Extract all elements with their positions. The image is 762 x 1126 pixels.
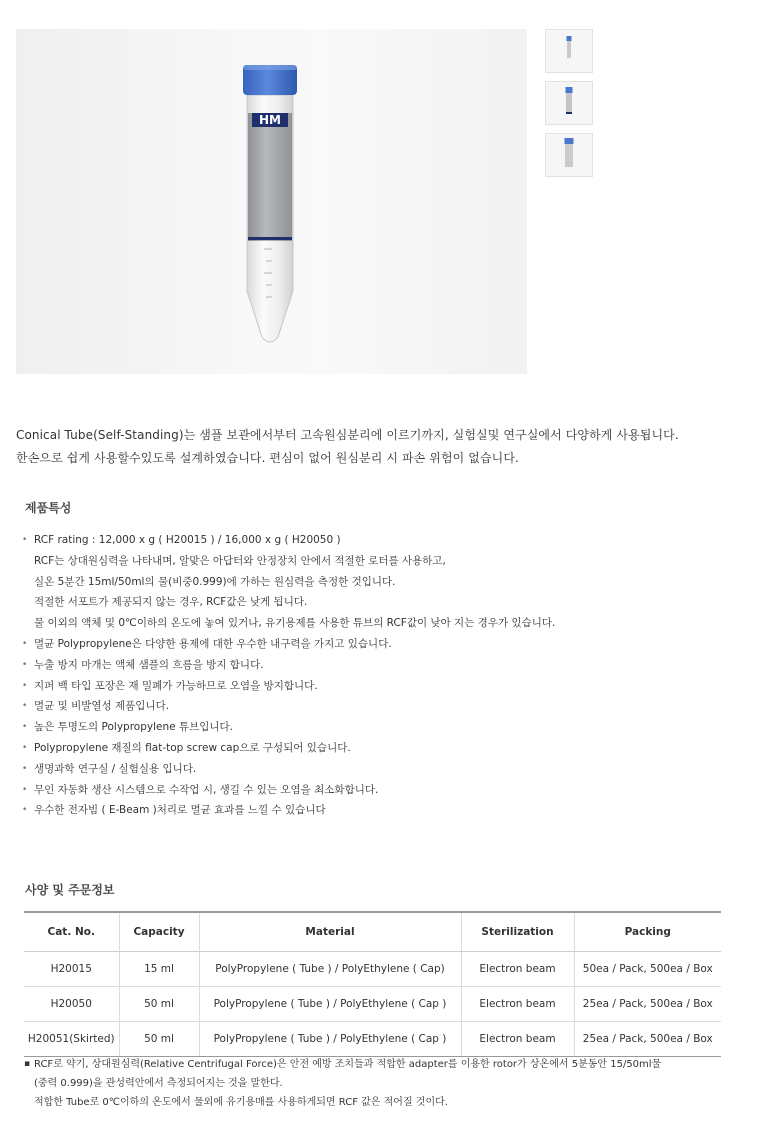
feature-item: 적절한 서포트가 제공되지 않는 경우, RCF값은 낮게 됩니다. xyxy=(34,596,308,609)
feature-item: • 생명과학 연구실 / 실험실용 입니다. xyxy=(22,759,742,780)
feature-item: • Polypropylene 재질의 flat-top screw cap으로 구성되어 있습니다. xyxy=(22,738,742,759)
thumbnail-3[interactable] xyxy=(545,133,593,177)
cell-cat-no: H20051(Skirted) xyxy=(24,1022,119,1057)
hm-logo: HM xyxy=(259,113,281,127)
feature-item: • RCF rating : 12,000 x g ( H20015 ) / 16,000 x g ( H20050 ) xyxy=(22,530,742,551)
thumbnail-1[interactable] xyxy=(545,29,593,73)
table-row xyxy=(24,952,721,987)
table-row xyxy=(24,987,721,1022)
feature-item: 실온 5분간 15ml/50ml의 물(비중0.999)에 가하는 원심력을 측정한 것입니다. xyxy=(34,575,396,588)
header-sterilization: Sterilization xyxy=(461,912,574,952)
header-capacity: Capacity xyxy=(119,912,199,952)
cell-capacity: 50 ml xyxy=(119,987,199,1022)
cell-sterilization: Electron beam xyxy=(461,1022,574,1057)
cell-sterilization: Electron beam xyxy=(461,987,574,1022)
feature-item: • 지퍼 백 타입 포장은 재 밀폐가 가능하므로 오염을 방지합니다. xyxy=(22,676,742,697)
note-item: (중력 0.999)을 관성력안에서 측정되어지는 것을 말한다. xyxy=(34,1078,283,1089)
cell-material: PolyPropylene ( Tube ) / PolyEthylene ( Cap ) xyxy=(199,987,461,1022)
main-product-image xyxy=(16,29,527,374)
cell-capacity: 15 ml xyxy=(119,952,199,987)
spec-table-header xyxy=(24,912,721,952)
note-item: 적합한 Tube로 0℃이하의 온도에서 물외에 유기용매를 사용하게되면 RCF 값은 적어질 것이다. xyxy=(34,1097,448,1108)
cell-cat-no: H20015 xyxy=(24,952,119,987)
product-intro xyxy=(16,424,751,470)
header-material: Material xyxy=(199,912,461,952)
features-list xyxy=(22,530,742,821)
tube-label xyxy=(248,113,292,241)
intro-line-2: 한손으로 쉽게 사용할수있도록 설계하였습니다. 편심이 없어 원심분리 시 파손 위험이 없습니다. xyxy=(16,451,519,465)
feature-item: • 멸균 및 비발열성 제품입니다. xyxy=(22,696,742,717)
rcf-notes xyxy=(24,1055,754,1112)
feature-item: • 누출 방지 마개는 액체 샘플의 흐름을 방지 합니다. xyxy=(22,655,742,676)
feature-item: • 높은 투명도의 Polypropylene 튜브입니다. xyxy=(22,717,742,738)
cell-packing: 25ea / Pack, 500ea / Box xyxy=(574,987,721,1022)
feature-item: • 우수한 전자빔 ( E-Beam )처리로 멸균 효과를 느낄 수 있습니다 xyxy=(22,800,742,821)
intro-line-1: Conical Tube(Self-Standing)는 샘플 보관에서부터 고속원심분리에 이르기까지, 실험실및 연구실에서 다양하게 사용됩니다. xyxy=(16,428,679,442)
thumbnail-strip xyxy=(545,29,593,185)
feature-item: RCF는 상대원심력을 나타내며, 알맞은 아답터와 안정장치 안에서 적절한 로터를 사용하고, xyxy=(34,554,446,567)
cell-material: PolyPropylene ( Tube ) / PolyEthylene ( Cap) xyxy=(199,952,461,987)
table-row xyxy=(24,1022,721,1057)
features-title: 제품특성 xyxy=(25,501,72,515)
cell-packing: 50ea / Pack, 500ea / Box xyxy=(574,952,721,987)
cell-material: PolyPropylene ( Tube ) / PolyEthylene ( Cap ) xyxy=(199,1022,461,1057)
specs-title: 사양 및 주문정보 xyxy=(25,883,115,897)
thumbnail-2[interactable] xyxy=(545,81,593,125)
cell-cat-no: H20050 xyxy=(24,987,119,1022)
spec-table xyxy=(24,911,721,1057)
cell-sterilization: Electron beam xyxy=(461,952,574,987)
feature-item: • 멸균 Polypropylene은 다양한 용제에 대한 우수한 내구력을 가지고 있습니다. xyxy=(22,634,742,655)
conical-tube-illustration xyxy=(16,29,527,374)
note-item: ▪ RCF로 약기, 상대원심력(Relative Centrifugal Force)은 안전 예방 조치들과 적합한 adapter를 이용한 rotor가 상온에서 5분동안 15/50ml물 xyxy=(24,1055,754,1074)
feature-item: 물 이외의 액체 및 0℃이하의 온도에 놓여 있거나, 유기용제를 사용한 튜브의 RCF값이 낮아 지는 경우가 있습니다. xyxy=(34,617,556,630)
header-cat-no: Cat. No. xyxy=(24,912,119,952)
cell-capacity: 50 ml xyxy=(119,1022,199,1057)
cell-packing: 25ea / Pack, 500ea / Box xyxy=(574,1022,721,1057)
feature-item: • 무인 자동화 생산 시스템으로 수작업 시, 생길 수 있는 오염을 최소화합니다. xyxy=(22,780,742,801)
header-packing: Packing xyxy=(574,912,721,952)
